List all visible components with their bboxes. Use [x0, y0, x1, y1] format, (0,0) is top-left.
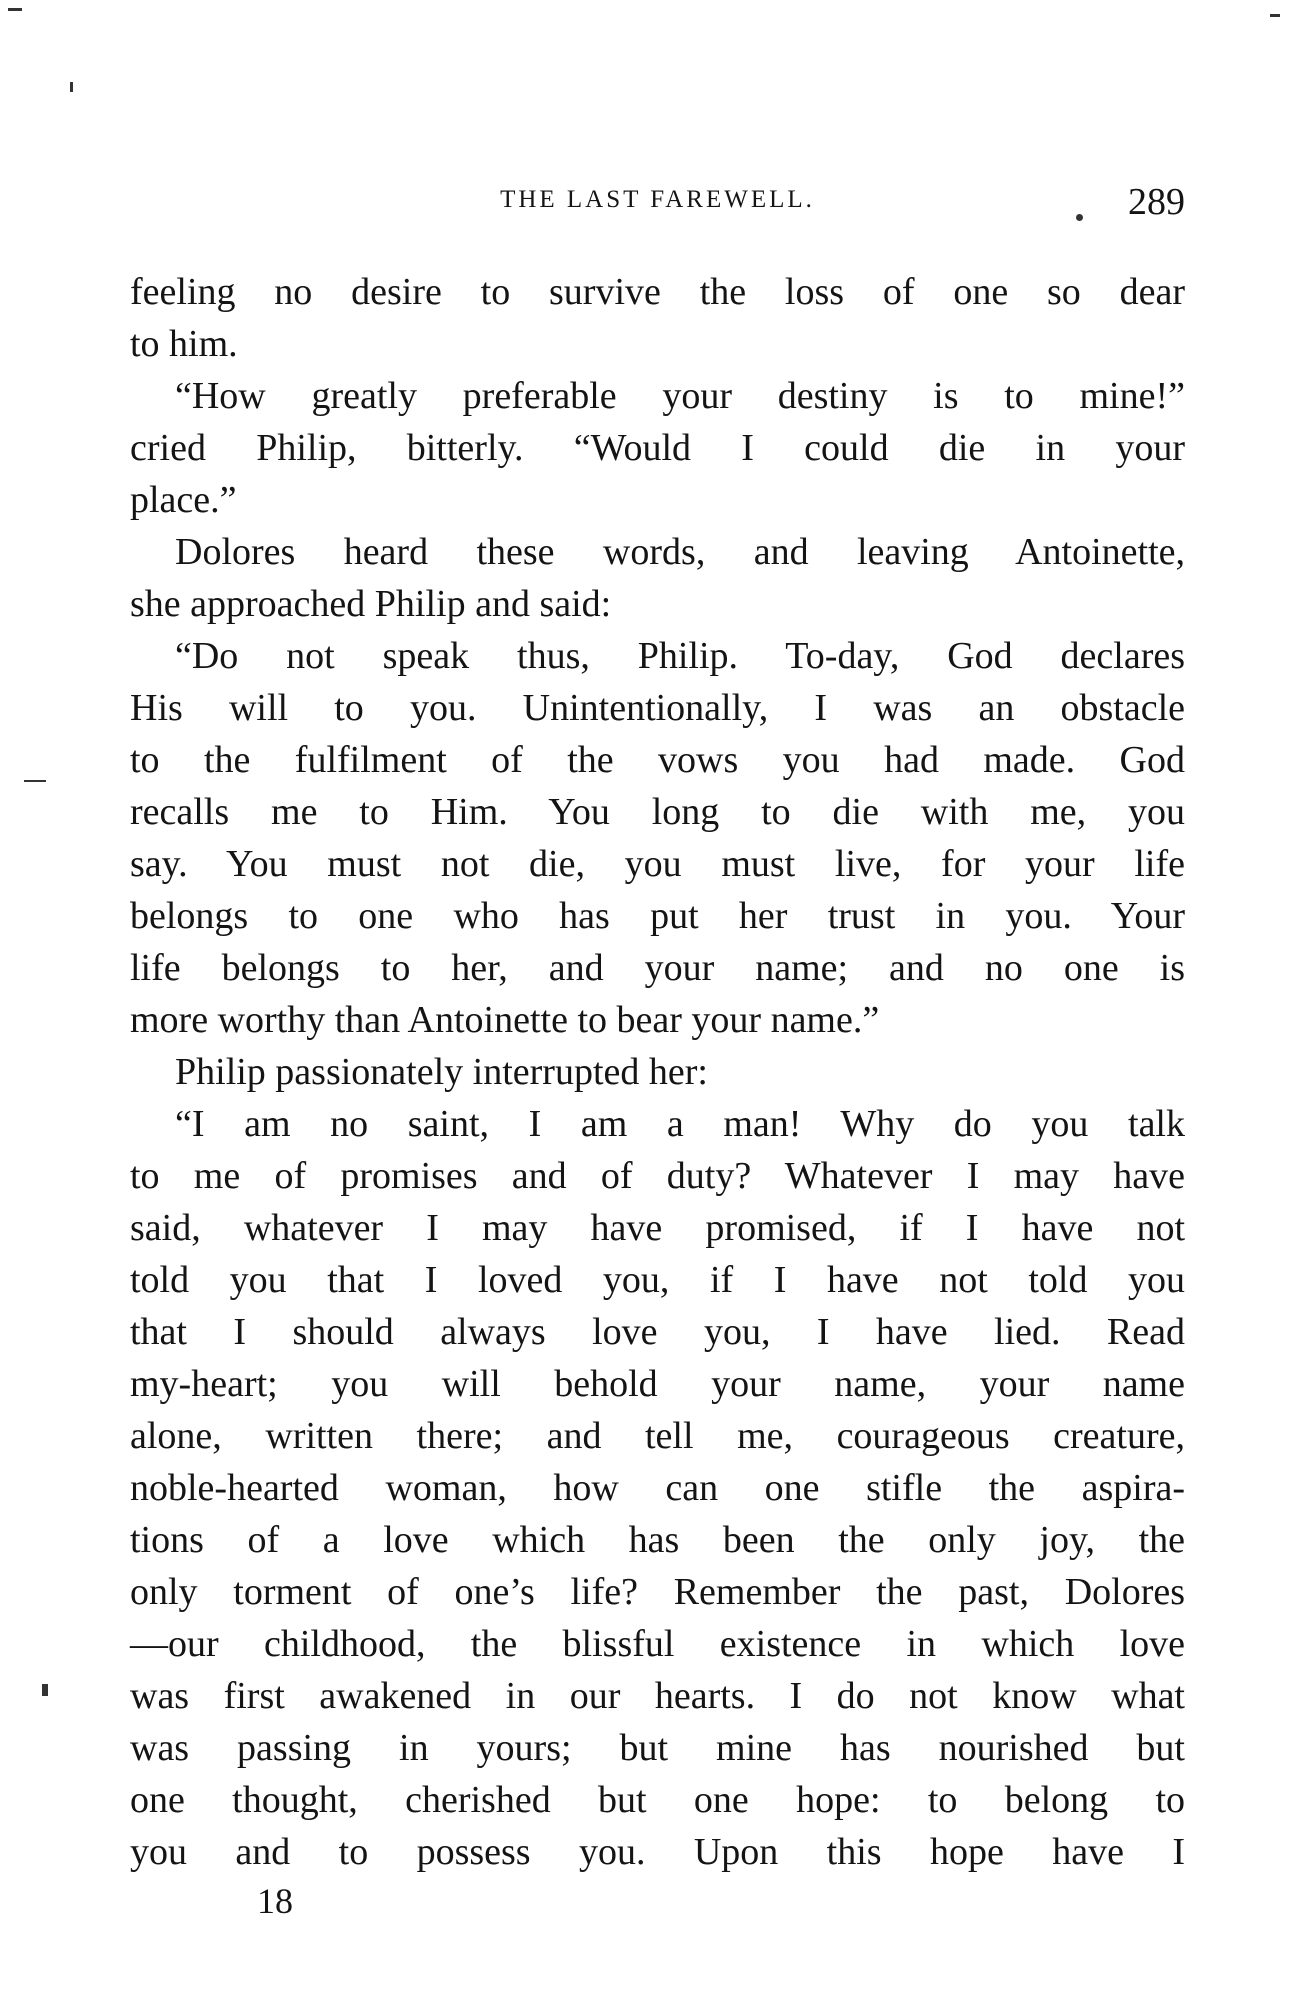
- text-line: place.”: [130, 479, 237, 521]
- text-line: tions of a love which has been the only joy, the: [130, 1519, 1185, 1561]
- text-line: to him.: [130, 323, 238, 365]
- text-line: told you that I loved you, if I have not told you: [130, 1259, 1185, 1301]
- text-line: more worthy than Antoinette to bear your name.”: [130, 999, 880, 1041]
- text-line: say. You must not die, you must live, for your life: [130, 843, 1185, 885]
- text-line: life belongs to her, and your name; and no one is: [130, 947, 1185, 989]
- text-line: noble-hearted woman, how can one stifle the aspira-: [130, 1467, 1185, 1509]
- text-line: Dolores heard these words, and leaving Antoinette,: [175, 531, 1185, 573]
- text-line: only torment of one’s life? Remember the past, Dolores: [130, 1571, 1185, 1613]
- text-line: “Do not speak thus, Philip. To-day, God declares: [175, 635, 1185, 677]
- text-line: “I am no saint, I am a man! Why do you talk: [175, 1103, 1185, 1145]
- text-line: recalls me to Him. You long to die with me, you: [130, 791, 1185, 833]
- scan-speck: [42, 1684, 48, 1696]
- text-line: was passing in yours; but mine has nourished but: [130, 1727, 1185, 1769]
- text-line: my-heart; you will behold your name, your name: [130, 1363, 1185, 1405]
- text-line: alone, written there; and tell me, courageous creature,: [130, 1415, 1185, 1457]
- text-line: feeling no desire to survive the loss of one so dear: [130, 271, 1185, 313]
- text-line: said, whatever I may have promised, if I have not: [130, 1207, 1185, 1249]
- scan-speck: [1270, 14, 1280, 17]
- signature-mark: 18: [257, 1881, 293, 1921]
- text-line: —our childhood, the blissful existence in which love: [130, 1623, 1185, 1665]
- text-line: to me of promises and of duty? Whatever I may have: [130, 1155, 1185, 1197]
- scan-speck: [8, 8, 22, 11]
- text-line: that I should always love you, I have lied. Read: [130, 1311, 1185, 1353]
- text-line: was first awakened in our hearts. I do not know what: [130, 1675, 1185, 1717]
- text-line: she approached Philip and said:: [130, 583, 612, 625]
- body-text: [130, 266, 1185, 1878]
- text-line: you and to possess you. Upon this hope have I: [130, 1831, 1185, 1873]
- running-title: THE LAST FAREWELL.: [500, 186, 815, 213]
- scan-speck: [70, 82, 73, 92]
- text-line: to the fulfilment of the vows you had made. God: [130, 739, 1185, 781]
- text-line: His will to you. Unintentionally, I was an obstacle: [130, 687, 1185, 729]
- page-number: 289: [1128, 181, 1185, 223]
- text-line: cried Philip, bitterly. “Would I could die in your: [130, 427, 1185, 469]
- text-line: one thought, cherished but one hope: to belong to: [130, 1779, 1185, 1821]
- text-line: “How greatly preferable your destiny is to mine!”: [175, 375, 1185, 417]
- running-head: [130, 180, 1185, 232]
- text-line: belongs to one who has put her trust in you. Your: [130, 895, 1185, 937]
- text-line: Philip passionately interrupted her:: [175, 1051, 708, 1093]
- scan-speck: [24, 780, 46, 782]
